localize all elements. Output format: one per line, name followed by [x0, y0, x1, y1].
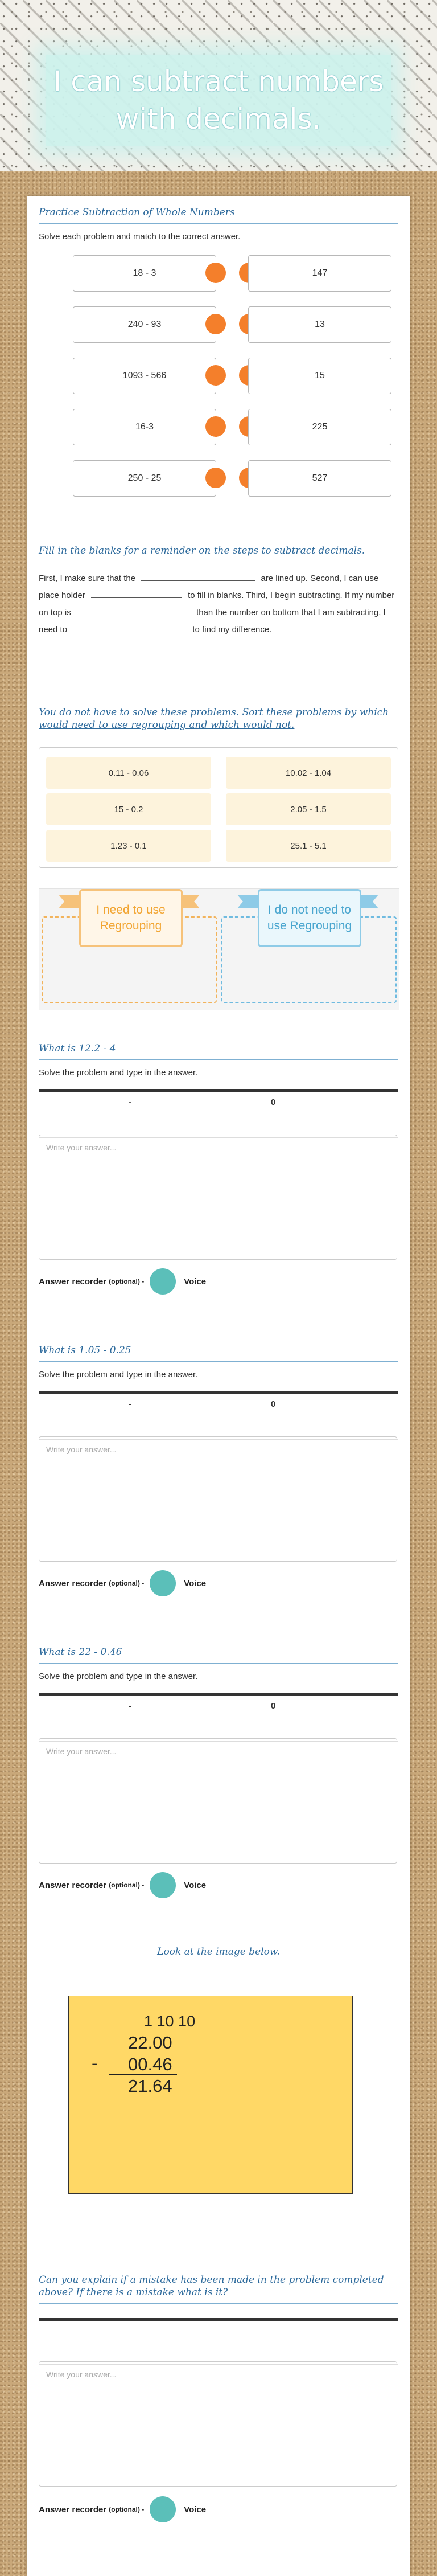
ribbon-left-icon [59, 895, 81, 908]
worked-problem-image [68, 1996, 353, 2194]
sort-item[interactable]: 10.02 - 1.04 [226, 757, 391, 789]
recorder-optional: (optional) - [109, 1277, 145, 1285]
sort-item[interactable]: 1.23 - 0.1 [46, 830, 211, 862]
question-22-minus-0-46 [39, 1646, 398, 1942]
fill-text: to find my difference. [192, 625, 272, 634]
match-row [39, 460, 398, 497]
match-right-card[interactable]: 225 [248, 409, 391, 445]
answer-recorder [39, 1873, 398, 1898]
blank-input[interactable] [77, 604, 191, 615]
answer-recorder [39, 1571, 398, 1596]
worksheet [27, 196, 410, 2576]
ribbon-left-icon [237, 895, 260, 908]
fill-text: are lined up. Second, I can use place holder [39, 574, 379, 600]
question-12-2-minus-4 [39, 1042, 398, 1338]
page-title [53, 63, 384, 138]
difference: 21.64 [128, 2076, 172, 2096]
question-title-text: You do not have to solve these problems. Sort these problems by which would need to use regrouping and which would not. [39, 707, 389, 731]
title-box [46, 55, 391, 146]
section-title: Look at the image below. [39, 1946, 398, 1963]
sort-item[interactable]: 2.05 - 1.5 [226, 793, 391, 825]
question-sort [39, 706, 398, 1025]
question-title: Can you explain if a mistake has been made in the problem completed above? If there is a mistake what is it? [39, 2274, 398, 2304]
minus-key[interactable]: - [129, 1097, 131, 1107]
microphone-icon[interactable] [150, 2496, 176, 2522]
voice-label: Voice [184, 1276, 207, 1287]
match-right-card[interactable]: 13 [248, 306, 391, 343]
question-instruction: Solve the problem and type in the answer. [39, 1068, 198, 1078]
recorder-label: Answer recorder [39, 1578, 107, 1588]
answer-textarea[interactable]: Write your answer... [39, 1738, 397, 1864]
match-connector-dot[interactable] [205, 314, 226, 334]
header-banner [0, 0, 437, 171]
match-left-card[interactable]: 1093 - 566 [73, 358, 216, 394]
minus-key[interactable]: - [129, 1399, 131, 1409]
subtrahend: 00.46 [128, 2054, 172, 2074]
question-title: Practice Subtraction of Whole Numbers [39, 206, 398, 224]
fill-paragraph [39, 570, 398, 638]
blank-input[interactable] [73, 621, 187, 632]
match-right-card[interactable]: 147 [248, 255, 391, 292]
math-keypad [39, 1693, 398, 1741]
answer-textarea[interactable]: Write your answer... [39, 2361, 397, 2487]
question-matching [39, 206, 398, 525]
zero-key[interactable]: 0 [271, 1399, 276, 1409]
question-title: What is 12.2 - 4 [39, 1042, 398, 1060]
question-instruction: Solve the problem and type in the answer. [39, 1672, 198, 1681]
answer-textarea[interactable]: Write your answer... [39, 1436, 397, 1562]
match-right-card[interactable]: 15 [248, 358, 391, 394]
title-line-1: I can subtract numbers [53, 65, 384, 98]
match-connector-dot[interactable] [205, 365, 226, 386]
fill-text: than the number on bottom that I am subtracting, I need to [39, 608, 386, 634]
sum-line [109, 2074, 177, 2075]
match-connector-dot[interactable] [205, 263, 226, 283]
microphone-icon[interactable] [150, 1872, 176, 1898]
match-left-card[interactable]: 240 - 93 [73, 306, 216, 343]
match-row [39, 306, 398, 343]
match-left-card[interactable]: 18 - 3 [73, 255, 216, 292]
regroup-marks: 1 10 10 [144, 2013, 196, 2030]
minuend: 22.00 [128, 2033, 172, 2053]
sort-item[interactable]: 0.11 - 0.06 [46, 757, 211, 789]
match-connector-dot[interactable] [205, 416, 226, 437]
question-title: What is 1.05 - 0.25 [39, 1344, 398, 1362]
voice-label: Voice [184, 1880, 207, 1890]
question-instruction: Solve each problem and match to the correct answer. [39, 232, 241, 241]
match-right-card[interactable]: 527 [248, 460, 391, 497]
question-title: What is 22 - 0.46 [39, 1646, 398, 1664]
image-section [39, 1946, 398, 2219]
microphone-icon[interactable] [150, 1570, 176, 1596]
category-label-no-regrouping: I do not need to use Regrouping [258, 889, 361, 947]
sort-item[interactable]: 15 - 0.2 [46, 793, 211, 825]
answer-recorder [39, 1269, 398, 1294]
match-left-card[interactable]: 16-3 [73, 409, 216, 445]
recorder-label: Answer recorder [39, 1276, 107, 1287]
answer-recorder [39, 2497, 398, 2522]
category-label-regrouping: I need to use Regrouping [79, 889, 183, 947]
math-keypad [39, 1089, 398, 1137]
question-title: Fill in the blanks for a reminder on the steps to subtract decimals. [39, 544, 398, 562]
title-line-2: with decimals. [116, 103, 321, 136]
sort-item[interactable]: 25.1 - 5.1 [226, 830, 391, 862]
recorder-optional: (optional) - [109, 2505, 145, 2513]
voice-label: Voice [184, 2504, 207, 2514]
zero-key[interactable]: 0 [271, 1097, 276, 1107]
question-instruction: Solve the problem and type in the answer. [39, 1370, 198, 1379]
minus-key[interactable]: - [129, 1701, 131, 1711]
recorder-label: Answer recorder [39, 2504, 107, 2514]
match-row [39, 409, 398, 445]
match-row [39, 358, 398, 394]
math-keypad [39, 1391, 398, 1439]
zero-key[interactable]: 0 [271, 1701, 276, 1711]
recorder-optional: (optional) - [109, 1579, 145, 1587]
recorder-label: Answer recorder [39, 1880, 107, 1890]
match-connector-dot[interactable] [205, 468, 226, 488]
match-left-card[interactable]: 250 - 25 [73, 460, 216, 497]
voice-label: Voice [184, 1578, 207, 1588]
minus-sign: - [92, 2053, 98, 2073]
question-explain-mistake [39, 2274, 398, 2558]
text-toolbar [39, 2318, 398, 2364]
answer-textarea[interactable]: Write your answer... [39, 1135, 397, 1260]
blank-input[interactable] [91, 587, 182, 598]
question-1-05-minus-0-25 [39, 1344, 398, 1640]
microphone-icon[interactable] [150, 1268, 176, 1295]
question-title [39, 706, 398, 736]
fill-text: First, I make sure that the [39, 574, 136, 583]
sort-items-pool [39, 747, 398, 868]
fill-text: to fill in blanks. Third, I begin subtracting. If my number on top is [39, 591, 395, 617]
recorder-optional: (optional) - [109, 1881, 145, 1889]
question-fill-blanks [39, 544, 398, 675]
blank-input[interactable] [141, 570, 255, 581]
sort-categories [39, 888, 399, 1010]
match-row [39, 255, 398, 292]
